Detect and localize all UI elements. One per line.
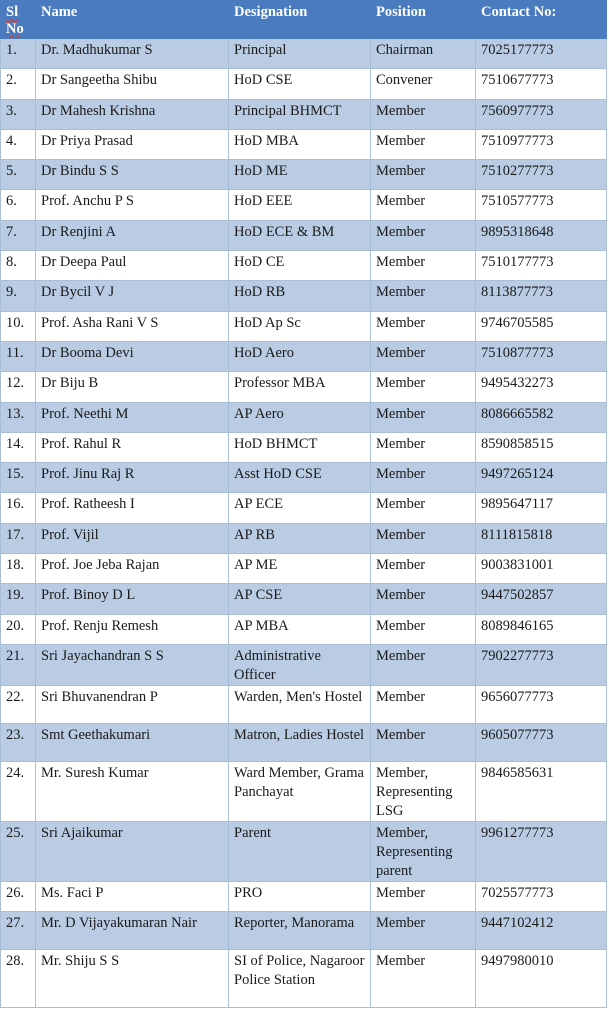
table-row [1,523,607,553]
cell-contact: 7510877773 [476,341,607,371]
cell-position: Member, Representing LSG [371,761,476,821]
cell-designation: HoD MBA [229,129,371,159]
cell-name: Prof. Neethi M [36,402,229,432]
table-row [1,341,607,371]
table-row [1,129,607,159]
cell-designation: HoD EEE [229,190,371,220]
cell-sl-no: 13. [1,402,36,432]
header-row [1,1,607,39]
cell-designation: HoD Aero [229,341,371,371]
cell-position: Member [371,493,476,523]
header-sl-line1: Sl [6,4,19,20]
cell-contact: 7510277773 [476,160,607,190]
header-sl-line2: No [6,21,24,37]
cell-sl-no: 26. [1,881,36,911]
table-row [1,821,607,881]
cell-contact: 8111815818 [476,523,607,553]
cell-designation: Principal BHMCT [229,99,371,129]
cell-contact: 9447102412 [476,912,607,950]
cell-sl-no: 21. [1,644,36,685]
cell-name: Prof. Anchu P S [36,190,229,220]
table-row [1,432,607,462]
cell-position: Member [371,220,476,250]
cell-name: Prof. Ratheesh I [36,493,229,523]
cell-position: Member [371,432,476,462]
cell-name: Prof. Binoy D L [36,584,229,614]
cell-contact: 7510177773 [476,251,607,281]
cell-position: Member [371,554,476,584]
table-row [1,685,607,723]
cell-designation: AP ME [229,554,371,584]
table-row [1,761,607,821]
cell-sl-no: 28. [1,950,36,1008]
cell-name: Mr. Suresh Kumar [36,761,229,821]
cell-contact: 7025577773 [476,881,607,911]
table-row [1,311,607,341]
cell-contact: 8590858515 [476,432,607,462]
cell-name: Dr Booma Devi [36,341,229,371]
cell-sl-no: 10. [1,311,36,341]
cell-designation: AP RB [229,523,371,553]
cell-position: Member [371,614,476,644]
cell-sl-no: 18. [1,554,36,584]
table-row [1,493,607,523]
cell-sl-no: 2. [1,69,36,99]
cell-contact: 9003831001 [476,554,607,584]
cell-designation: Matron, Ladies Hostel [229,723,371,761]
cell-sl-no: 7. [1,220,36,250]
cell-sl-no: 1. [1,39,36,69]
cell-name: Prof. Renju Remesh [36,614,229,644]
cell-designation: Warden, Men's Hostel [229,685,371,723]
cell-position: Member [371,723,476,761]
header-name: Name [36,1,229,39]
cell-designation: Professor MBA [229,372,371,402]
cell-designation: HoD ECE & BM [229,220,371,250]
cell-designation: Parent [229,821,371,881]
cell-contact: 7560977773 [476,99,607,129]
cell-name: Mr. Shiju S S [36,950,229,1008]
cell-contact: 9447502857 [476,584,607,614]
cell-sl-no: 27. [1,912,36,950]
cell-sl-no: 15. [1,463,36,493]
cell-name: Ms. Faci P [36,881,229,911]
cell-name: Dr Mahesh Krishna [36,99,229,129]
cell-contact: 9497980010 [476,950,607,1008]
cell-name: Sri Bhuvanendran P [36,685,229,723]
cell-name: Sri Jayachandran S S [36,644,229,685]
cell-designation: HoD RB [229,281,371,311]
cell-contact: 9846585631 [476,761,607,821]
cell-name: Dr Priya Prasad [36,129,229,159]
cell-designation: HoD Ap Sc [229,311,371,341]
cell-designation: HoD CSE [229,69,371,99]
cell-designation: Administrative Officer [229,644,371,685]
cell-sl-no: 3. [1,99,36,129]
table-row [1,220,607,250]
cell-designation: Principal [229,39,371,69]
cell-sl-no: 14. [1,432,36,462]
table-row [1,69,607,99]
cell-position: Member [371,685,476,723]
table-row [1,39,607,69]
cell-name: Dr Bycil V J [36,281,229,311]
cell-position: Member [371,644,476,685]
cell-designation: Ward Member, Grama Panchayat [229,761,371,821]
cell-position: Member [371,584,476,614]
cell-sl-no: 4. [1,129,36,159]
cell-position: Member [371,463,476,493]
cell-name: Dr Bindu S S [36,160,229,190]
cell-contact: 8113877773 [476,281,607,311]
cell-designation: HoD CE [229,251,371,281]
table-row [1,402,607,432]
table-row [1,881,607,911]
cell-position: Member, Representing parent [371,821,476,881]
cell-sl-no: 8. [1,251,36,281]
cell-position: Member [371,251,476,281]
cell-designation: PRO [229,881,371,911]
cell-designation: Asst HoD CSE [229,463,371,493]
cell-name: Dr Biju B [36,372,229,402]
table-row [1,584,607,614]
table-row [1,463,607,493]
cell-name: Dr Sangeetha Shibu [36,69,229,99]
cell-name: Prof. Asha Rani V S [36,311,229,341]
cell-designation: SI of Police, Nagaroor Police Station [229,950,371,1008]
cell-contact: 8086665582 [476,402,607,432]
cell-position: Member [371,281,476,311]
cell-sl-no: 12. [1,372,36,402]
header-contact: Contact No: [476,1,607,39]
cell-contact: 9495432273 [476,372,607,402]
cell-position: Member [371,881,476,911]
table-row [1,160,607,190]
cell-contact: 9895318648 [476,220,607,250]
cell-designation: AP Aero [229,402,371,432]
cell-contact: 7510977773 [476,129,607,159]
cell-sl-no: 19. [1,584,36,614]
cell-position: Member [371,190,476,220]
cell-contact: 7510577773 [476,190,607,220]
cell-position: Chairman [371,39,476,69]
cell-name: Dr. Madhukumar S [36,39,229,69]
cell-position: Member [371,311,476,341]
cell-sl-no: 17. [1,523,36,553]
cell-sl-no: 23. [1,723,36,761]
cell-position: Member [371,912,476,950]
table-row [1,372,607,402]
table-row [1,554,607,584]
cell-name: Dr Deepa Paul [36,251,229,281]
cell-sl-no: 9. [1,281,36,311]
cell-contact: 9605077773 [476,723,607,761]
cell-position: Member [371,99,476,129]
cell-sl-no: 25. [1,821,36,881]
cell-contact: 9497265124 [476,463,607,493]
cell-name: Mr. D Vijayakumaran Nair [36,912,229,950]
cell-position: Convener [371,69,476,99]
cell-sl-no: 6. [1,190,36,220]
cell-contact: 8089846165 [476,614,607,644]
cell-position: Member [371,402,476,432]
cell-designation: AP ECE [229,493,371,523]
cell-contact: 9895647117 [476,493,607,523]
table-row [1,950,607,1008]
cell-name: Dr Renjini A [36,220,229,250]
table-row [1,251,607,281]
cell-designation: Reporter, Manorama [229,912,371,950]
cell-position: Member [371,523,476,553]
cell-sl-no: 20. [1,614,36,644]
table-row [1,99,607,129]
cell-contact: 7902277773 [476,644,607,685]
cell-name: Prof. Vijil [36,523,229,553]
cell-sl-no: 11. [1,341,36,371]
cell-designation: AP MBA [229,614,371,644]
cell-position: Member [371,950,476,1008]
cell-name: Prof. Joe Jeba Rajan [36,554,229,584]
cell-designation: HoD BHMCT [229,432,371,462]
cell-contact: 7510677773 [476,69,607,99]
cell-contact: 9961277773 [476,821,607,881]
cell-position: Member [371,160,476,190]
table-body [1,39,607,1008]
cell-designation: HoD ME [229,160,371,190]
cell-position: Member [371,341,476,371]
cell-sl-no: 5. [1,160,36,190]
table-row [1,614,607,644]
cell-name: Prof. Rahul R [36,432,229,462]
table-row [1,912,607,950]
cell-name: Sri Ajaikumar [36,821,229,881]
cell-contact: 9656077773 [476,685,607,723]
cell-contact: 9746705585 [476,311,607,341]
cell-contact: 7025177773 [476,39,607,69]
table-row [1,644,607,685]
header-position: Position [371,1,476,39]
table-row [1,190,607,220]
header-designation: Designation [229,1,371,39]
cell-name: Smt Geethakumari [36,723,229,761]
table-row [1,281,607,311]
cell-name: Prof. Jinu Raj R [36,463,229,493]
cell-sl-no: 22. [1,685,36,723]
table-row [1,723,607,761]
cell-sl-no: 16. [1,493,36,523]
cell-designation: AP CSE [229,584,371,614]
header-sl-no [1,1,36,39]
cell-position: Member [371,129,476,159]
cell-sl-no: 24. [1,761,36,821]
cell-position: Member [371,372,476,402]
